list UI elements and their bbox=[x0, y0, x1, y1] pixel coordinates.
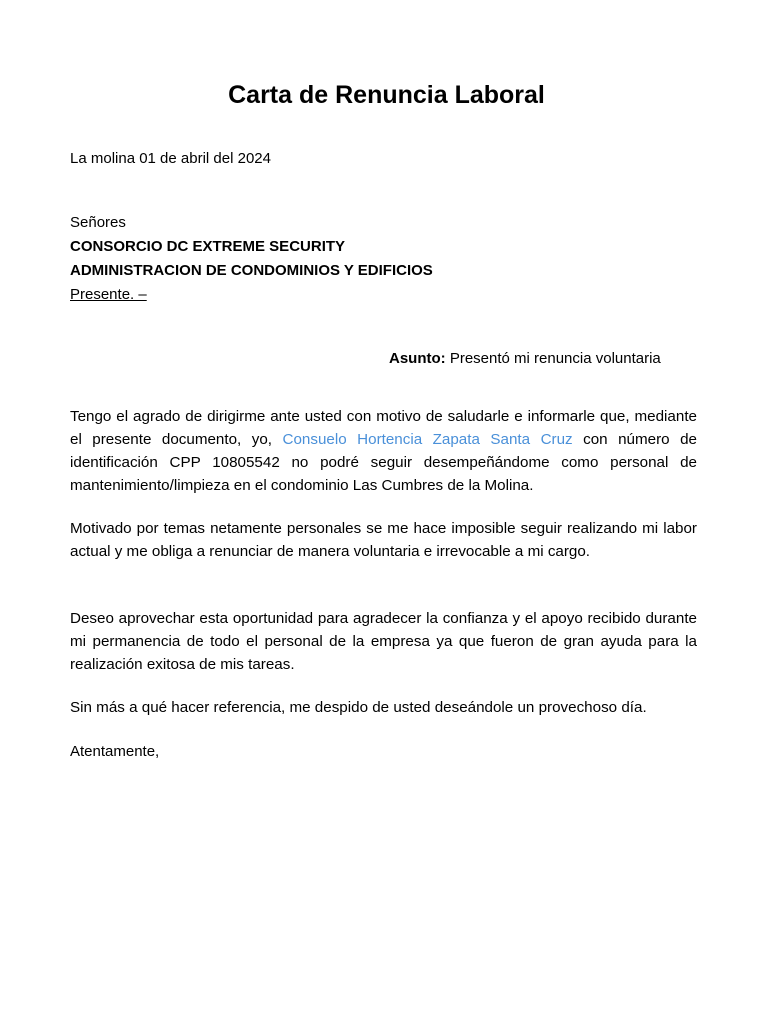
employee-name: Consuelo Hortencia Zapata Santa Cruz bbox=[282, 431, 573, 448]
paragraph-1-before-name: Tengo el agrado de dirigirme ante usted con motivo de saludarle e informarle que, mediante el presente documento, yo, bbox=[70, 408, 697, 448]
recipient-department: ADMINISTRACION DE CONDOMINIOS Y EDIFICIOS bbox=[70, 262, 433, 279]
subject-line bbox=[389, 349, 661, 369]
document-title: Carta de Renuncia Laboral bbox=[228, 81, 545, 109]
paragraph-1-after-name: con número de identificación CPP 10805542 no podré seguir desempeñándome como personal de mantenimiento/limpieza en el condominio Las Cumbres de la Molina. bbox=[70, 431, 697, 494]
recipient-company: CONSORCIO DC EXTREME SECURITY bbox=[70, 238, 346, 255]
paragraph-1 bbox=[70, 405, 697, 497]
paragraph-4: Sin más a qué hacer referencia, me despido de usted deseándole un provechoso día. bbox=[70, 699, 647, 716]
recipient-presente: Presente. – bbox=[70, 286, 147, 303]
subject-label: Asunto: bbox=[389, 350, 446, 367]
paragraph-3: Deseo aprovechar esta oportunidad para agradecer la confianza y el apoyo recibido durante mi permanencia de todo el personal de la empresa ya que fueron de gran ayuda para la realización exitosa de mis tareas. bbox=[70, 610, 697, 673]
place-date: La molina 01 de abril del 2024 bbox=[70, 150, 271, 167]
paragraph-2: Motivado por temas netamente personales se me hace imposible seguir realizando mi labor actual y me obliga a renunciar de manera voluntaria e irrevocable a mi cargo. bbox=[70, 520, 697, 560]
closing: Atentamente, bbox=[70, 743, 160, 760]
recipient-salutation: Señores bbox=[70, 214, 126, 231]
subject-text: Presentó mi renuncia voluntaria bbox=[445, 350, 661, 367]
